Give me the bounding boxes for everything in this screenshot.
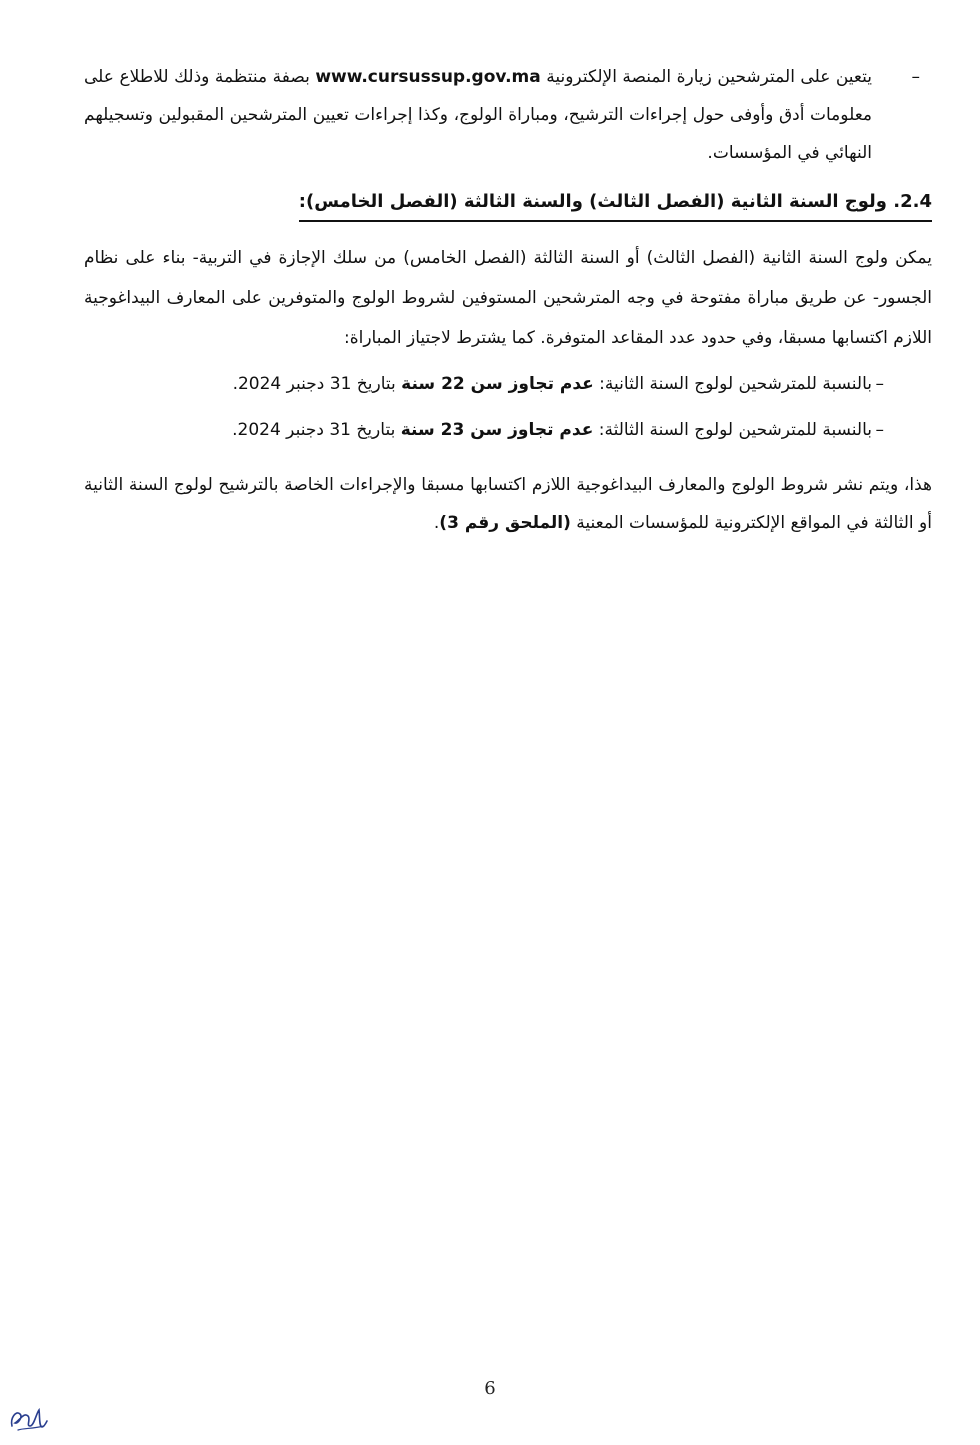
- condition-item: [84, 364, 932, 404]
- bullet-dash: –: [875, 420, 884, 440]
- condition-item: [84, 410, 932, 450]
- platform-url[interactable]: www.cursussup.gov.ma: [315, 67, 541, 87]
- section-heading-wrap: [84, 178, 932, 228]
- closing-paragraph: [84, 466, 932, 542]
- section-paragraph: يمكن ولوج السنة الثانية (الفصل الثالث) أو السنة الثالثة (الفصل الخامس) من سلك الإجازة في التربية- بناء على نظام الجسور- عن طريق مباراة مفتوحة في وجه المترشحين المستوفين لشروط الولوج والمتوفرين على المعارف البيداغوجية اللازم اكتسابها مسبقا، وفي حدود عدد المقاعد المتوفرة. كما يشترط لاجتياز المباراة:: [84, 248, 932, 348]
- condition-suffix: بتاريخ 31 دجنبر 2024.: [232, 420, 401, 440]
- condition-prefix: بالنسبة للمترشحين لولوج السنة الثانية:: [593, 374, 872, 394]
- condition-bold: عدم تجاوز سن 23 سنة: [400, 420, 594, 440]
- section-heading: 2.4. ولوج السنة الثانية (الفصل الثالث) والسنة الثالثة (الفصل الخامس):: [299, 184, 932, 222]
- bullet-dash: –: [875, 374, 884, 394]
- intro-text-end: بصفة منتظمة وذلك للاطلاع على معلومات أدق وأوفى حول إجراءات الترشيح، ومباراة الولوج، وكذا إجراءات تعيين المترشحين المقبولين وتسجيلهم النهائي في المؤسسات.: [84, 67, 872, 163]
- closing-text: هذا، ويتم نشر شروط الولوج والمعارف البيداغوجية اللازم اكتسابها مسبقا والإجراءات الخاصة بالترشيح لولوج السنة الثانية أو الثالثة في المواقع الإلكترونية للمؤسسات المعنية: [84, 475, 932, 533]
- page-number: 6: [484, 1378, 496, 1399]
- closing-punctuation: .: [433, 513, 440, 533]
- condition-prefix: بالنسبة للمترشحين لولوج السنة الثالثة:: [593, 420, 872, 440]
- intro-text-start: يتعين على المترشحين زيارة المنصة الإلكترونية: [540, 67, 872, 87]
- condition-suffix: بتاريخ 31 دجنبر 2024.: [232, 374, 402, 394]
- page-content: [84, 58, 932, 542]
- condition-bold: عدم تجاوز سن 22 سنة: [401, 374, 594, 394]
- initials-icon: [6, 1396, 50, 1436]
- bullet-dash: –: [911, 67, 920, 87]
- intro-bullet: [84, 58, 932, 172]
- annex-reference: (الملحق رقم 3): [439, 513, 571, 533]
